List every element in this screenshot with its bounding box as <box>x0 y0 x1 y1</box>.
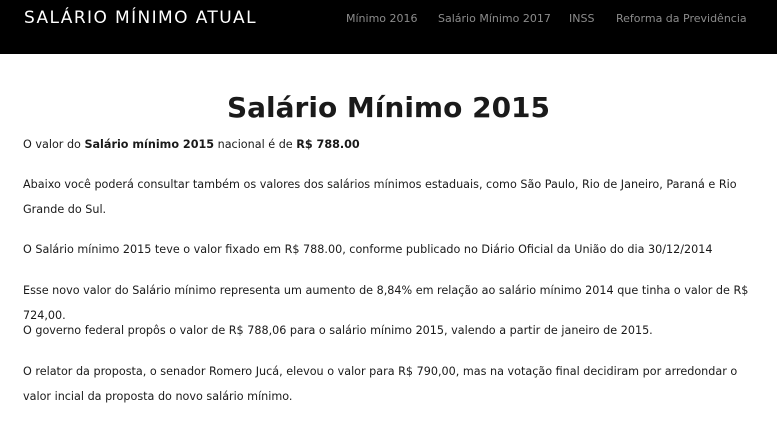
paragraph-rapporteur: O relator da proposta, o senador Romero Jucá, elevou o valor para R$ 790,00, mas na votação final decidiram por arredondar o valor incial da proposta do novo salário mínimo. <box>23 365 738 403</box>
nav-link-reforma-previdencia[interactable]: Reforma da Previdência <box>616 12 747 25</box>
intro-middle: nacional é de <box>214 138 297 151</box>
intro-prefix: O valor do <box>23 138 85 151</box>
site-brand-link[interactable]: SALÁRIO MÍNIMO ATUAL <box>24 8 257 28</box>
nav-link-inss[interactable]: INSS <box>569 12 595 25</box>
nav-link-minimo-2016[interactable]: Mínimo 2016 <box>346 12 418 25</box>
intro-bold-term: Salário mínimo 2015 <box>84 138 215 151</box>
main-nav <box>0 8 777 28</box>
site-header <box>0 0 777 54</box>
paragraph-state-wages: Abaixo você poderá consultar também os valores dos salários mínimos estaduais, como São Paulo, Rio de Janeiro, Paraná e Rio Grande do Sul. <box>23 178 737 216</box>
intro-bold-value: R$ 788.00 <box>296 138 360 151</box>
paragraph-intro <box>23 132 761 157</box>
page-title: Salário Mínimo 2015 <box>226 91 551 124</box>
nav-link-salario-minimo-2017[interactable]: Salário Mínimo 2017 <box>438 12 551 25</box>
paragraph-increase: Esse novo valor do Salário mínimo representa um aumento de 8,84% em relação ao salário mínimo 2014 que tinha o valor de R$ 724,00. <box>23 284 749 322</box>
paragraph-fixed-value: O Salário mínimo 2015 teve o valor fixado em R$ 788.00, conforme publicado no Diário Oficial da União do dia 30/12/2014 <box>23 243 713 256</box>
paragraph-proposal: O governo federal propôs o valor de R$ 788,06 para o salário mínimo 2015, valendo a partir de janeiro de 2015. <box>23 324 653 337</box>
